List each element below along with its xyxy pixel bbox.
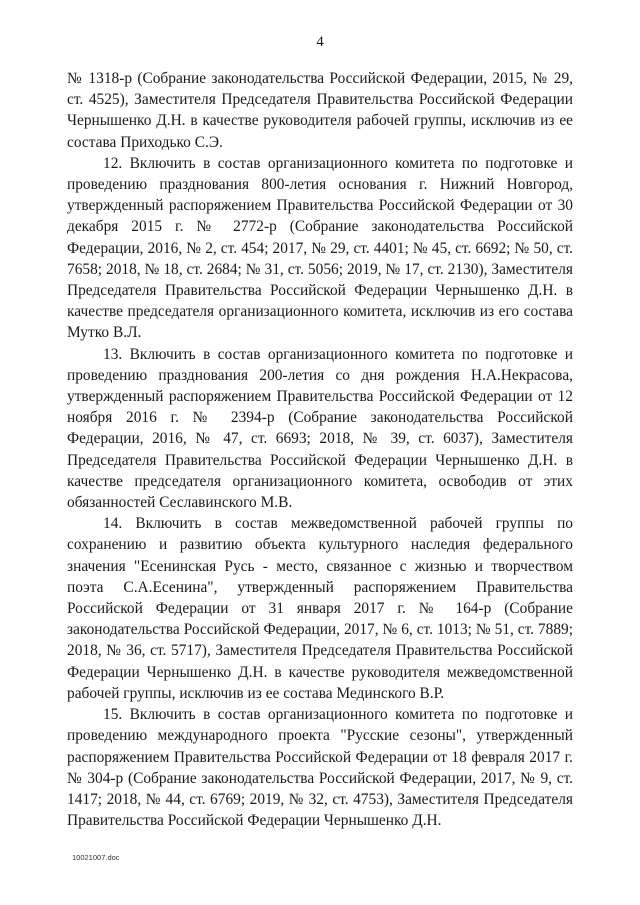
- paragraph-item-12: 12. Включить в состав организационного комитета по подготовке и проведению празднования 800-летия основания г. Нижний Новгород, утвержденный распоряжением Правительства Российской Федерации от 30 декабря 2015 г. № 2772-р (Собрание законодательства Российской Федерации, 2016, № 2, ст. 454; 2017, № 29, ст. 4401; № 45, ст. 6692; № 50, ст. 7658; 2018, № 18, ст. 2684; № 31, ст. 5056; 2019, № 17, ст. 2130), Заместителя Председателя Правительства Российской Федерации Чернышенко Д.Н. в качестве председателя организационного комитета, исключив из его состава Мутко В.Л.: [67, 154, 573, 342]
- paragraph-item-15: 15. Включить в состав организационного комитета по подготовке и проведению международного проекта "Русские сезоны", утвержденный распоряжением Правительства Российской Федерации от 18 февраля 2017 г. № 304-р (Собрание законодательства Российской Федерации, 2017, № 9, ст. 1417; 2018, № 44, ст. 6769; 2019, № 32, ст. 4753), Заместителя Председателя Правительства Российской Федерации Чернышенко Д.Н.: [67, 706, 573, 830]
- paragraph-item-13: 13. Включить в состав организационного комитета по подготовке и проведению празднования 200-летия со дня рождения Н.А.Некрасова, утвержденный распоряжением Правительства Российской Федерации от 12 ноября 2016 г. № 2394-р (Собрание законодательства Российской Федерации, 2016, № 47, ст. 6693; 2018, № 39, ст. 6037), Заместителя Председателя Правительства Российской Федерации Чернышенко Д.Н. в качестве председателя организационного комитета, освободив от этих обязанностей Сеславинского М.В.: [67, 345, 573, 512]
- paragraph-item-14: 14. Включить в состав межведомственной рабочей группы по сохранению и развитию объекта культурного наследия федерального значения "Есенинская Русь - место, связанное с жизнью и творчеством поэта С.А.Есенина", утвержденный распоряжением Правительства Российской Федерации от 31 января 2017 г. № 164-р (Собрание законодательства Российской Федерации, 2017, № 6, ст. 1013; № 51, ст. 7889; 2018, № 36, ст. 5717), Заместителя Председателя Правительства Российской Федерации Чернышенко Д.Н. в качестве руководителя межведомственной рабочей группы, исключив из ее состава Мединского В.Р.: [67, 515, 573, 702]
- paragraph-continuation: № 1318-р (Собрание законодательства Российской Федерации, 2015, № 29, ст. 4525), Заместителя Председателя Правительства Российской Федерации Чернышенко Д.Н. в качестве руководителя рабочей группы, исключив из ее состава Приходько С.Э.: [67, 70, 573, 151]
- page-number: 4: [316, 34, 324, 50]
- footer-filename: 10021007.doc: [72, 853, 120, 862]
- document-body: [67, 68, 573, 831]
